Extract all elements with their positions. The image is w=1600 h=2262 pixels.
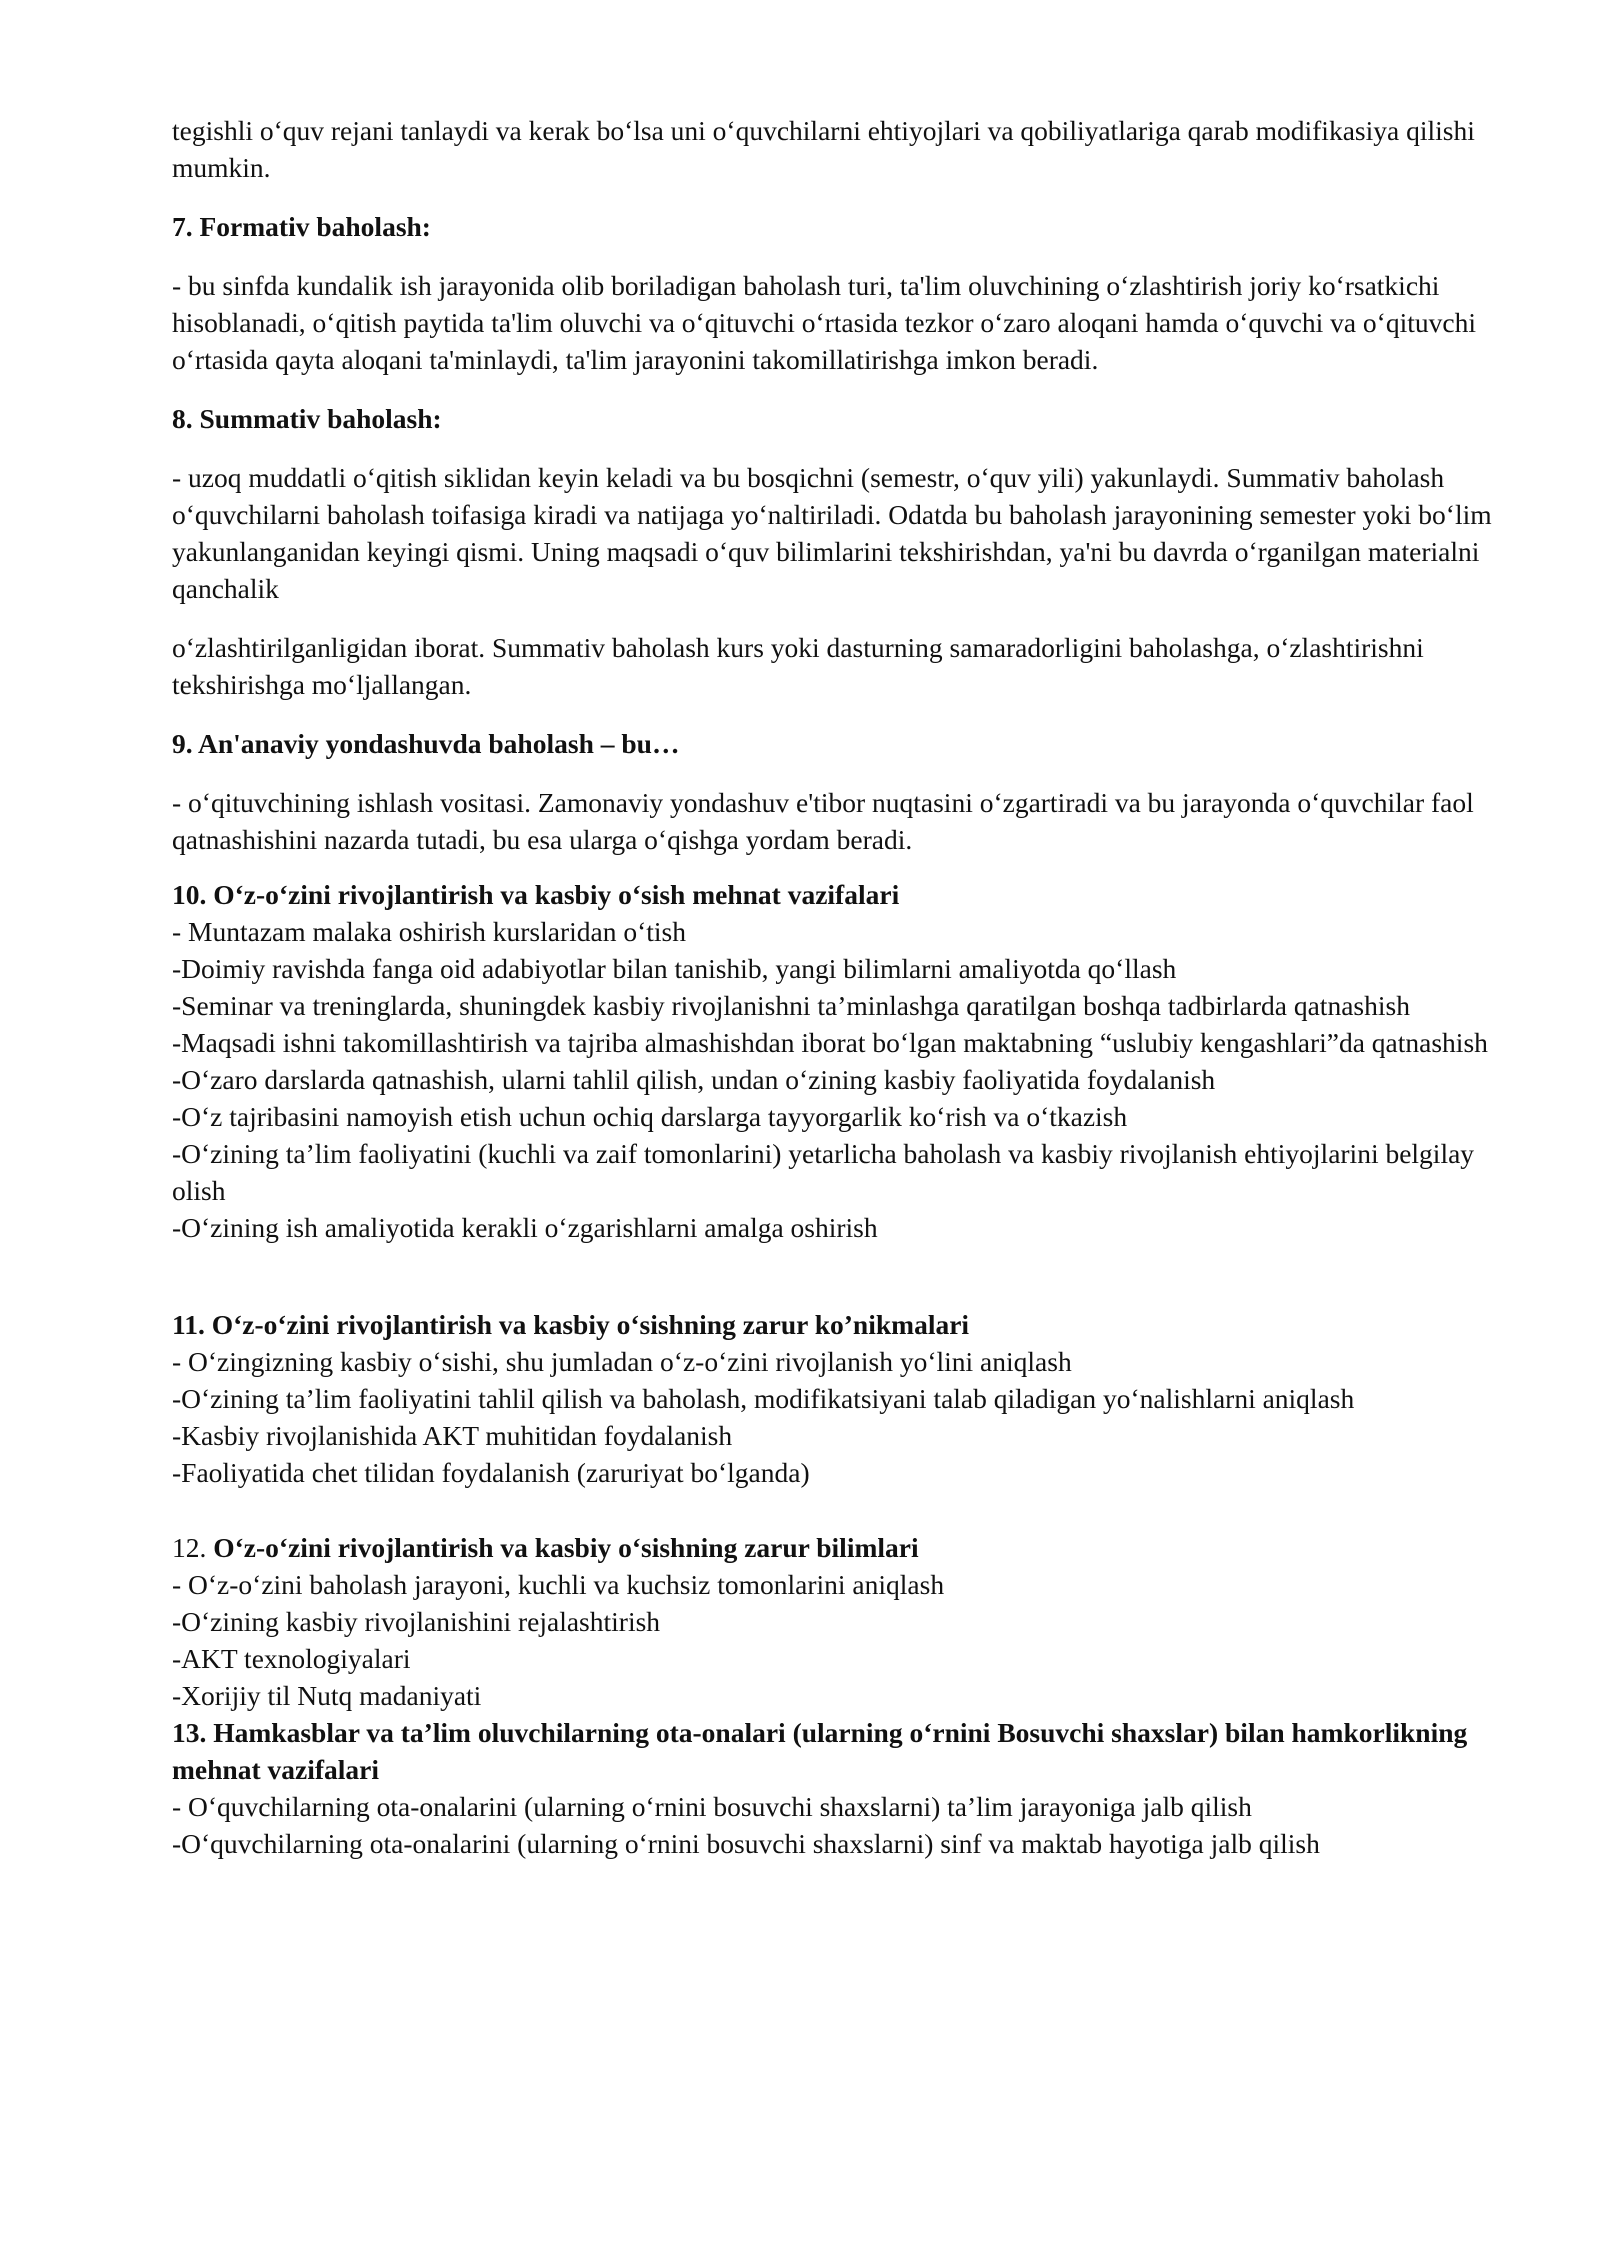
list-item: -Seminar va treninglarda, shuningdek kasbiy rivojlanishni ta’minlashga qaratilgan boshqa tadbirlarda qatnashish [172, 990, 1410, 1021]
section-8-heading: 8. Summativ baholash: [172, 403, 442, 434]
list-item: -O‘quvchilarning ota-onalarini (ularning o‘rnini bosuvchi shaxslarni) sinf va maktab hayotiga jalb qilish [172, 1828, 1320, 1859]
list-item: -Kasbiy rivojlanishida AKT muhitidan foydalanish [172, 1420, 733, 1451]
list-item: -O‘zining ta’lim faoliyatini (kuchli va zaif tomonlarini) yetarlicha baholash va kasbiy rivojlanish ehtiyojlarini belgilay olish [172, 1138, 1475, 1206]
section-12-title: O‘z-o‘zini rivojlantirish va kasbiy o‘sishning zarur bilimlari [213, 1532, 919, 1563]
section-9-paragraph: - o‘qituvchining ishlash vositasi. Zamonaviy yondashuv e'tibor nuqtasini o‘zgartiradi va bu jarayonda o‘quvchilar faol qatnashishini nazarda tutadi, bu esa ularga o‘qishga yordam beradi. [172, 787, 1474, 855]
list-item: -O‘z tajribasini namoyish etish uchun ochiq darslarga tayyorgarlik ko‘rish va o‘tkazish [172, 1101, 1128, 1132]
section-7-heading: 7. Formativ baholash: [172, 211, 431, 242]
list-item: - Muntazam malaka oshirish kurslaridan o‘tish [172, 916, 686, 947]
section-12-number: 12. [172, 1532, 207, 1563]
section-13-heading: 13. Hamkasblar va ta’lim oluvchilarning ota-onalari (ularning o‘rnini Bosuvchi shaxslar) bilan hamkorlikning mehnat vazifalari [172, 1717, 1468, 1785]
list-item: -AKT texnologiyalari [172, 1643, 411, 1674]
section-10 [172, 876, 1492, 1246]
list-item: - O‘zingizning kasbiy o‘sishi, shu jumladan o‘z-o‘zini rivojlanish yo‘lini aniqlash [172, 1346, 1072, 1377]
intro-paragraph: tegishli o‘quv rejani tanlaydi va kerak bo‘lsa uni o‘quvchilarni ehtiyojlari va qobiliyatlariga qarab modifikasiya qilishi mumkin. [172, 115, 1475, 183]
section-13 [172, 1714, 1492, 1862]
section-8-paragraph-1: - uzoq muddatli o‘qitish siklidan keyin keladi va bu bosqichni (semestr, o‘quv yili) yakunlaydi. Summativ baholash o‘quvchilarni baholash toifasiga kiradi va natijaga yo‘naltiriladi. Odatda bu baholash jarayonining semester yoki bo‘lim yakunlanganidan keyingi qismi. Uning maqsadi o‘quv bilimlarini tekshirishdan, ya'ni bu davrda o‘rganilgan materialni qanchalik [172, 462, 1492, 604]
document-page [172, 112, 1492, 1862]
list-item: -O‘zining ta’lim faoliyatini tahlil qilish va baholash, modifikatsiyani talab qiladigan yo‘nalishlarni aniqlash [172, 1383, 1355, 1414]
list-item: -O‘zining kasbiy rivojlanishini rejalashtirish [172, 1606, 661, 1637]
list-item: -Maqsadi ishni takomillashtirish va tajriba almashishdan iborat bo‘lgan maktabning “uslubiy kengashlari”da qatnashish [172, 1027, 1488, 1058]
list-item: - O‘quvchilarning ota-onalarini (ularning o‘rnini bosuvchi shaxslarni) ta’lim jarayoniga jalb qilish [172, 1791, 1252, 1822]
list-item: -O‘zaro darslarda qatnashish, ularni tahlil qilish, undan o‘zining kasbiy faoliyatida foydalanish [172, 1064, 1216, 1095]
section-9-heading: 9. An'anaviy yondashuvda baholash – bu… [172, 728, 680, 759]
section-11 [172, 1306, 1492, 1491]
section-12-heading [172, 1529, 1492, 1566]
section-8-paragraph-2: o‘zlashtirilganligidan iborat. Summativ baholash kurs yoki dasturning samaradorligini baholashga, o‘zlashtirishni tekshirishga mo‘ljallangan. [172, 632, 1424, 700]
list-item: - O‘z-o‘zini baholash jarayoni, kuchli va kuchsiz tomonlarini aniqlash [172, 1569, 945, 1600]
section-7-paragraph: - bu sinfda kundalik ish jarayonida olib boriladigan baholash turi, ta'lim oluvchining o‘zlashtirish joriy ko‘rsatkichi hisoblanadi, o‘qitish paytida ta'lim oluvchi va o‘qituvchi o‘rtasida tezkor o‘zaro aloqani hamda o‘quvchi va o‘qituvchi o‘rtasida qayta aloqani ta'minlaydi, ta'lim jarayonini takomillatirishga imkon beradi. [172, 270, 1476, 375]
section-11-heading: 11. O‘z-o‘zini rivojlantirish va kasbiy o‘sishning zarur ko’nikmalari [172, 1309, 970, 1340]
list-item: -Faoliyatida chet tilidan foydalanish (zaruriyat bo‘lganda) [172, 1457, 810, 1488]
list-item: -Xorijiy til Nutq madaniyati [172, 1680, 482, 1711]
section-12 [172, 1529, 1492, 1714]
list-item: -O‘zining ish amaliyotida kerakli o‘zgarishlarni amalga oshirish [172, 1212, 878, 1243]
section-10-heading: 10. O‘z-o‘zini rivojlantirish va kasbiy o‘sish mehnat vazifalari [172, 879, 900, 910]
list-item: -Doimiy ravishda fanga oid adabiyotlar bilan tanishib, yangi bilimlarni amaliyotda qo‘llash [172, 953, 1177, 984]
